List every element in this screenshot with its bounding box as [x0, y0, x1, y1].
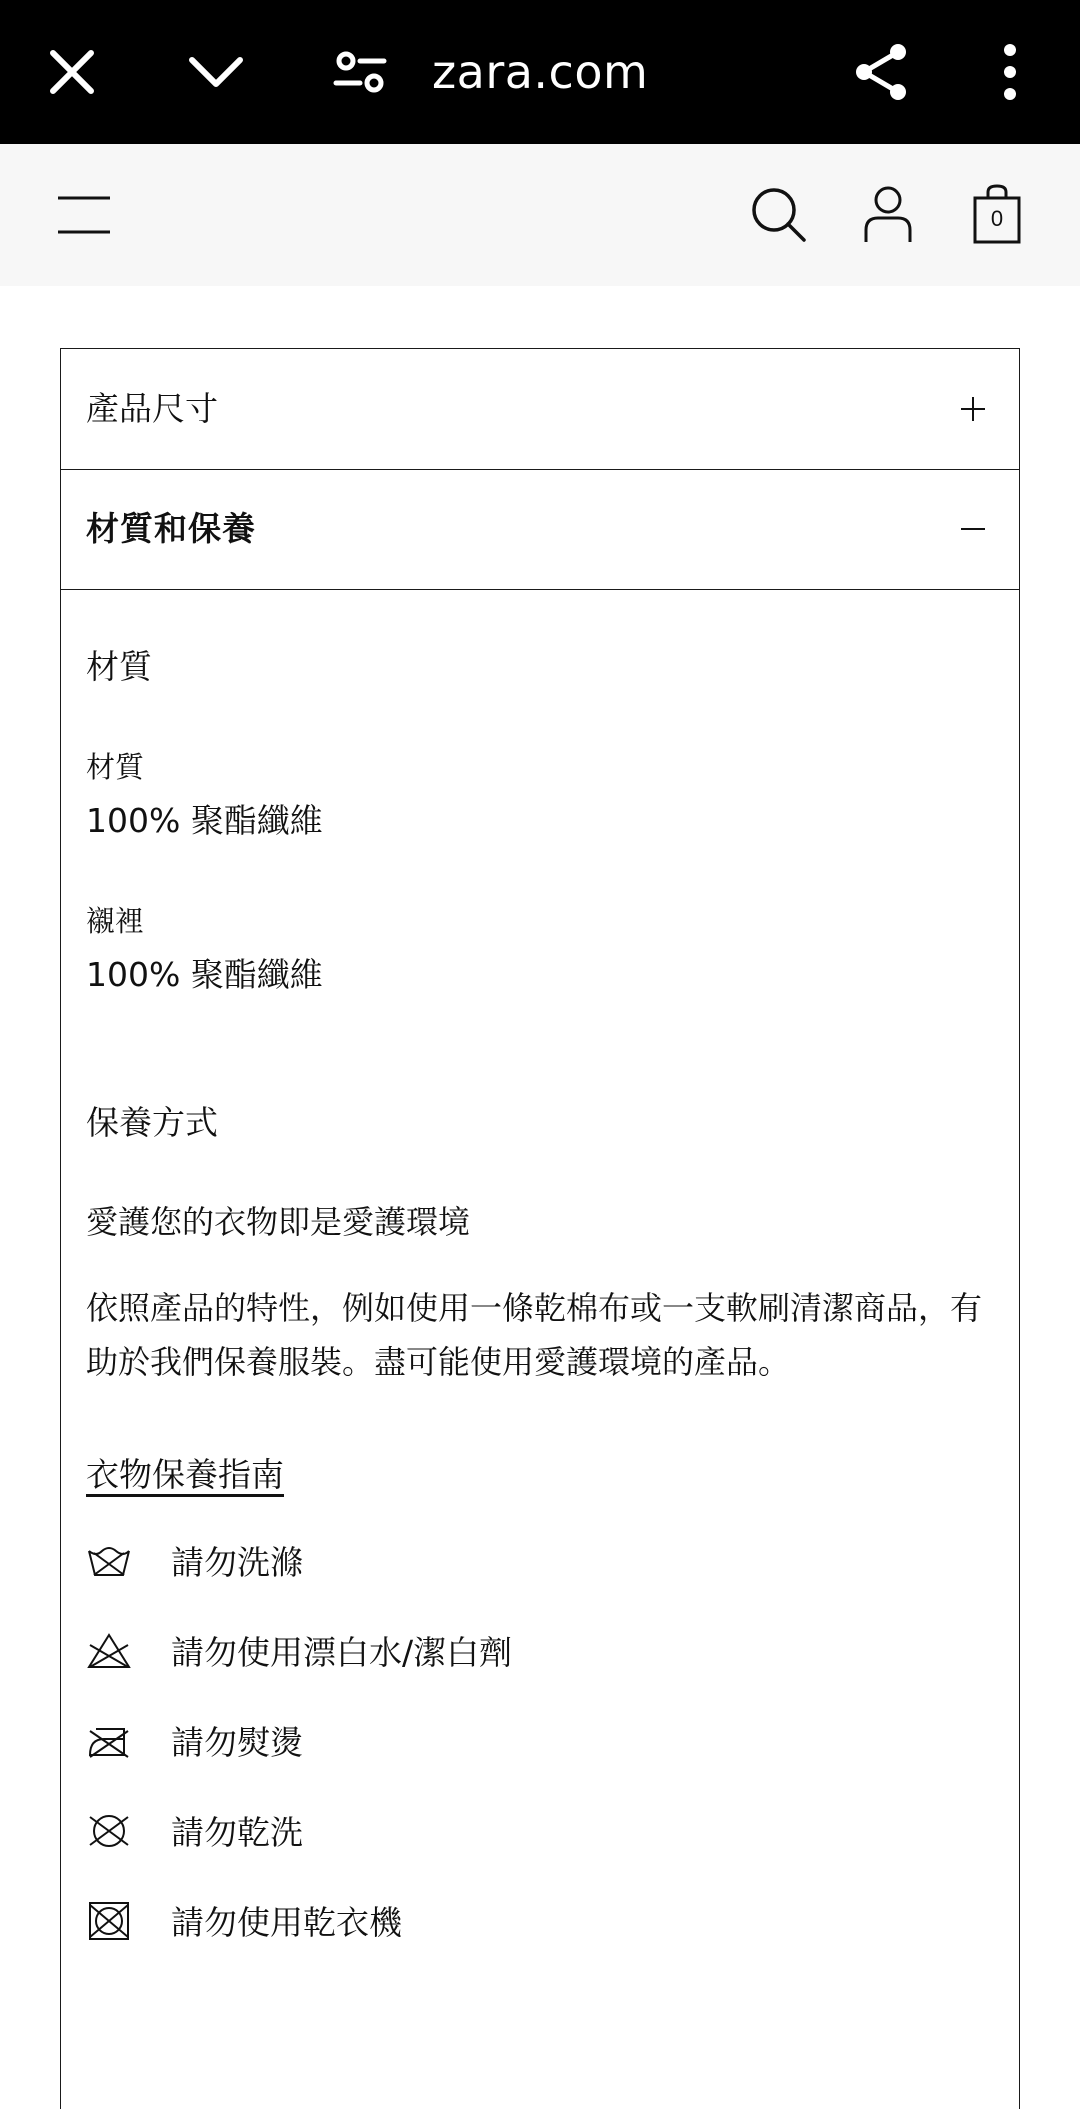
plus-icon[interactable]	[953, 389, 993, 429]
no-iron-icon	[86, 1721, 132, 1761]
accordion-label: 材質和保養	[86, 509, 256, 548]
product-details-accordion	[60, 348, 1020, 2109]
search-icon[interactable]	[748, 184, 808, 244]
chevron-down-icon[interactable]	[166, 22, 266, 122]
care-heading: 保養方式	[86, 1103, 218, 1142]
material-label: 材質	[86, 750, 145, 784]
care-item-label: 請勿乾洗	[171, 1813, 303, 1852]
menu-icon[interactable]	[56, 190, 112, 240]
care-item-label: 請勿使用漂白水/潔白劑	[171, 1633, 513, 1672]
more-vert-icon[interactable]	[960, 22, 1060, 122]
accordion-material-care[interactable]	[61, 469, 1019, 590]
account-icon[interactable]	[862, 184, 914, 244]
lining-label: 襯裡	[86, 904, 145, 938]
care-paragraph: 依照產品的特性，例如使用一條乾棉布或一支軟刷清潔商品，有助於我們保養服裝。盡可能使用愛護環境的產品。	[86, 1289, 983, 1381]
care-item-label: 請勿熨燙	[171, 1723, 303, 1762]
lining-value: 100% 聚酯纖維	[86, 955, 323, 994]
materials-heading: 材質	[86, 647, 152, 686]
bag-count: 0	[990, 206, 1004, 231]
care-subheading: 愛護您的衣物即是愛護環境	[86, 1203, 471, 1241]
no-tumble-dry-icon	[86, 1901, 132, 1941]
site-header	[0, 144, 1080, 286]
close-icon[interactable]	[22, 22, 122, 122]
accordion-label: 產品尺寸	[86, 389, 218, 428]
material-value: 100% 聚酯纖維	[86, 801, 323, 840]
site-settings-icon[interactable]	[310, 22, 410, 122]
no-wash-icon	[86, 1541, 132, 1581]
care-item-label: 請勿洗滌	[171, 1543, 303, 1582]
no-dry-clean-icon	[86, 1811, 132, 1851]
accordion-product-size[interactable]	[61, 349, 1019, 470]
care-item-label: 請勿使用乾衣機	[171, 1903, 402, 1942]
share-icon[interactable]	[832, 22, 932, 122]
address-bar[interactable]: zara.com	[432, 45, 649, 99]
no-bleach-icon	[86, 1631, 132, 1671]
browser-toolbar	[0, 0, 1080, 144]
care-guide-link[interactable]: 衣物保養指南	[86, 1455, 284, 1494]
bag-icon[interactable]	[972, 184, 1022, 244]
minus-icon[interactable]	[953, 509, 993, 549]
